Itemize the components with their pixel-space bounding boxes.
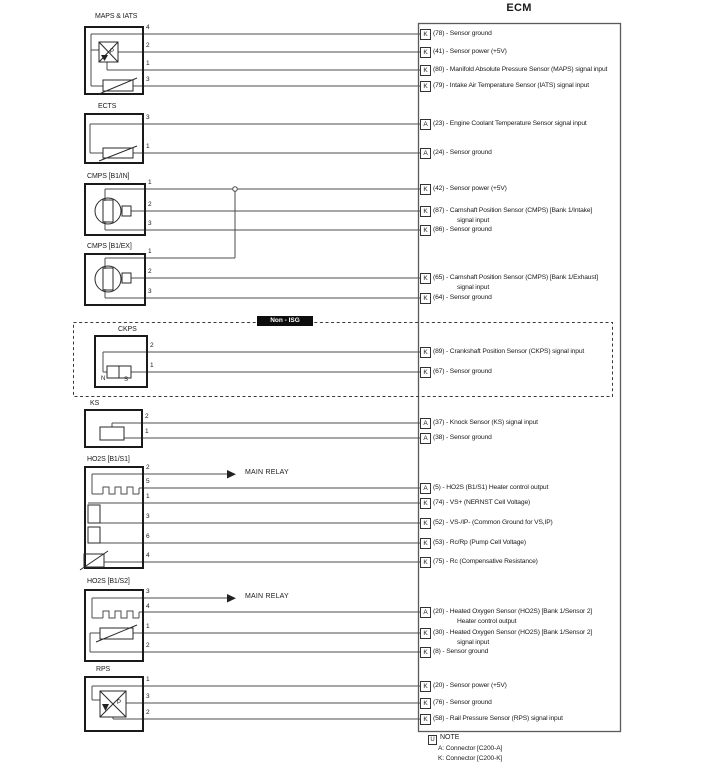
ecm-pin-row [420, 698, 492, 709]
ecm-pin-row [420, 273, 598, 292]
main-relay-arrow-icon [227, 594, 236, 603]
pin-label: (78) - Sensor ground [433, 30, 492, 37]
ecm-pin-row [420, 557, 538, 568]
pin-number: 6 [146, 533, 150, 540]
connector-letter: K [420, 698, 431, 709]
pin-number: 2 [146, 642, 150, 649]
pin-label: (75) - Rc (Compensative Resistance) [433, 558, 538, 565]
pin-number: 2 [145, 413, 149, 420]
pin-label: (8) - Sensor ground [433, 648, 489, 655]
cell-icon [88, 527, 100, 543]
pin-label: (76) - Sensor ground [433, 699, 492, 706]
pin-label: (5) - HO2S (B1/S1) Heater control output [433, 484, 549, 491]
pin-number: 2 [150, 342, 154, 349]
pin-label: (52) - VS-/IP- (Common Ground for VS,IP) [433, 519, 553, 526]
connector-letter: K [420, 498, 431, 509]
connector-letter: K [420, 681, 431, 692]
magnet-icon [107, 366, 119, 378]
connector-letter: A [420, 483, 431, 494]
connector-letter: K [420, 347, 431, 358]
connector-letter: K [420, 557, 431, 568]
pin-label: (53) - Rc/Rp (Pump Cell Voltage) [433, 539, 526, 546]
component-label-ho2s-b1-s2: HO2S [B1/S2] [87, 578, 130, 585]
pin-label: (30) - Heated Oxygen Sensor (HO2S) [Bank 1/Sensor 2] [433, 629, 593, 636]
pin-label: (20) - Sensor power (+5V) [433, 682, 507, 689]
pin-label: (58) - Rail Pressure Sensor (RPS) signal input [433, 715, 563, 722]
pin-label: (87) - Camshaft Position Sensor (CMPS) [Bank 1/Intake] [433, 207, 593, 214]
component-label-ckps: CKPS [118, 326, 137, 333]
connector-letter: K [420, 206, 431, 217]
connector-letter: K [420, 81, 431, 92]
pin-number: 1 [146, 493, 150, 500]
connector-letter: K [420, 65, 431, 76]
component-label-ho2s-b1-s1: HO2S [B1/S1] [87, 456, 130, 463]
connector-letter: K [420, 293, 431, 304]
ecm-pin-row [420, 647, 488, 658]
connector-letter: A [420, 607, 431, 618]
pressure-p-label: P [110, 49, 115, 55]
hall-sensor-icon [95, 198, 121, 224]
ecm-pin-row [420, 628, 592, 647]
ecm-pin-row [420, 483, 548, 494]
component-ho2s-b1-s2 [85, 590, 420, 661]
pin-number: 2 [148, 201, 152, 208]
pin-label-line2: Heater control output [457, 617, 517, 625]
note-title: NOTE [440, 734, 460, 741]
ecm-pin-row [420, 206, 592, 225]
ecm-pin-row [420, 293, 492, 304]
note-icon: U [428, 735, 437, 745]
component-rps [85, 677, 420, 731]
component-ckps [74, 323, 613, 397]
cell-icon [88, 505, 100, 523]
component-ects [85, 114, 420, 163]
pin-label: (74) - VS+ (NERNST Cell Voltage) [433, 499, 531, 506]
ecm-pin-row [420, 119, 587, 130]
pin-label: (24) - Sensor ground [433, 149, 492, 156]
pin-number: 2 [146, 464, 150, 471]
main-relay-label: MAIN RELAY [245, 469, 289, 476]
pin-number: 1 [146, 60, 150, 67]
note-line: K: Connector [C200-K] [438, 755, 503, 762]
connector-letter: A [420, 418, 431, 429]
pin-label: (41) - Sensor power (+5V) [433, 48, 507, 55]
pin-label: (67) - Sensor ground [433, 368, 492, 375]
connector-letter: K [420, 184, 431, 195]
magnet-n-label: N [101, 376, 106, 382]
pin-label: (79) - Intake Air Temperature Sensor (IATS) signal input [433, 82, 590, 89]
pin-number: 5 [146, 478, 150, 485]
connector-letter: K [420, 225, 431, 236]
pin-number: 3 [146, 513, 150, 520]
pin-label-line2: signal input [457, 283, 490, 291]
pin-number: 1 [146, 143, 150, 150]
main-relay-arrow-icon [227, 470, 236, 479]
connector-letter: K [420, 29, 431, 40]
pin-label: (20) - Heated Oxygen Sensor (HO2S) [Bank 1/Sensor 2] [433, 608, 593, 615]
pin-label: (42) - Sensor power (+5V) [433, 185, 507, 192]
ecm-title: ECM [506, 2, 532, 14]
pin-number: 4 [146, 552, 150, 559]
pin-label-line2: signal input [457, 216, 490, 224]
pin-number: 4 [146, 24, 150, 31]
component-label-cmps-b1-in: CMPS [B1/IN] [87, 173, 130, 180]
ecm-pin-row [420, 538, 526, 549]
pin-number: 3 [148, 220, 152, 227]
pin-number: 2 [146, 42, 150, 49]
pin-number: 3 [146, 114, 150, 121]
pin-label: (23) - Engine Coolant Temperature Sensor signal input [433, 120, 587, 127]
pin-label: (38) - Sensor ground [433, 434, 492, 441]
ecm-pin-row [420, 148, 492, 159]
pin-label: (65) - Camshaft Position Sensor (CMPS) [Bank 1/Exhaust] [433, 274, 598, 281]
pin-number: 2 [146, 709, 150, 716]
pin-number: 1 [146, 676, 150, 683]
pin-label: (64) - Sensor ground [433, 294, 492, 301]
pin-number: 3 [146, 693, 150, 700]
connector-letter: K [420, 273, 431, 284]
note-line: A: Connector [C200-A] [438, 745, 503, 752]
ecm-pin-row [420, 184, 507, 195]
ecm-pin-row [420, 714, 563, 725]
pin-label-line2: signal input [457, 638, 490, 646]
ecm-pin-row [420, 433, 492, 444]
component-label-cmps-b1-ex: CMPS [B1/EX] [87, 243, 132, 250]
non-isg-region [74, 323, 613, 397]
component-ho2s-b1-s1 [80, 467, 420, 570]
component-label-rps: RPS [96, 666, 111, 673]
component-label-maps-iats: MAPS & IATS [95, 13, 138, 20]
pin-number: 1 [150, 362, 154, 369]
piezo-element-icon [100, 427, 124, 440]
ecm-pin-row [420, 518, 553, 529]
ecm-pin-row [420, 607, 592, 626]
ecm-pin-row [420, 681, 507, 692]
connector-letter: K [420, 647, 431, 658]
connector-letter: K [420, 538, 431, 549]
wire-junction [233, 187, 238, 192]
pin-label: (86) - Sensor ground [433, 226, 492, 233]
pin-number: 3 [146, 588, 150, 595]
pin-label: (89) - Crankshaft Position Sensor (CKPS) signal input [433, 348, 585, 355]
pressure-p-label: P [117, 700, 122, 706]
pin-number: 1 [148, 179, 152, 186]
component-ks [85, 410, 420, 447]
ecm-pin-row [420, 225, 492, 236]
hall-sensor-icon [95, 266, 121, 292]
ecm-pin-row [420, 367, 492, 378]
ecm-pin-row [420, 29, 492, 40]
component-label-ects: ECTS [98, 103, 117, 110]
pin-number: 1 [145, 428, 149, 435]
pin-label: (80) - Manifold Absolute Pressure Sensor (MAPS) signal input [433, 66, 608, 73]
connector-letter: K [420, 518, 431, 529]
connector-letter: A [420, 148, 431, 159]
connector-letter: K [420, 714, 431, 725]
pin-number: 4 [146, 603, 150, 610]
connector-letter: K [420, 628, 431, 639]
main-relay-label: MAIN RELAY [245, 593, 289, 600]
component-maps-iats [85, 27, 420, 94]
magnet-s-label: S [124, 377, 129, 383]
pin-number: 3 [146, 76, 150, 83]
connector-letter: A [420, 433, 431, 444]
ecm-pin-row [420, 47, 507, 58]
connector-letter: A [420, 119, 431, 130]
pin-number: 1 [146, 623, 150, 630]
ecm-pin-row [420, 418, 538, 429]
component-cmps-b1-in [85, 184, 420, 235]
pin-number: 1 [148, 248, 152, 255]
component-cmps-b1-ex [85, 191, 420, 305]
ecm-pin-row [420, 65, 607, 76]
connector-letter: K [420, 47, 431, 58]
connector-letter: K [420, 367, 431, 378]
component-label-ks: KS [90, 400, 100, 407]
pin-label: (37) - Knock Sensor (KS) signal input [433, 419, 538, 426]
pin-number: 3 [148, 288, 152, 295]
non-isg-badge: Non - ISG [257, 316, 313, 326]
pin-number: 2 [148, 268, 152, 275]
ecm-pin-row [420, 81, 589, 92]
ecm-pin-row [420, 498, 530, 509]
ecm-pin-row [420, 347, 584, 358]
